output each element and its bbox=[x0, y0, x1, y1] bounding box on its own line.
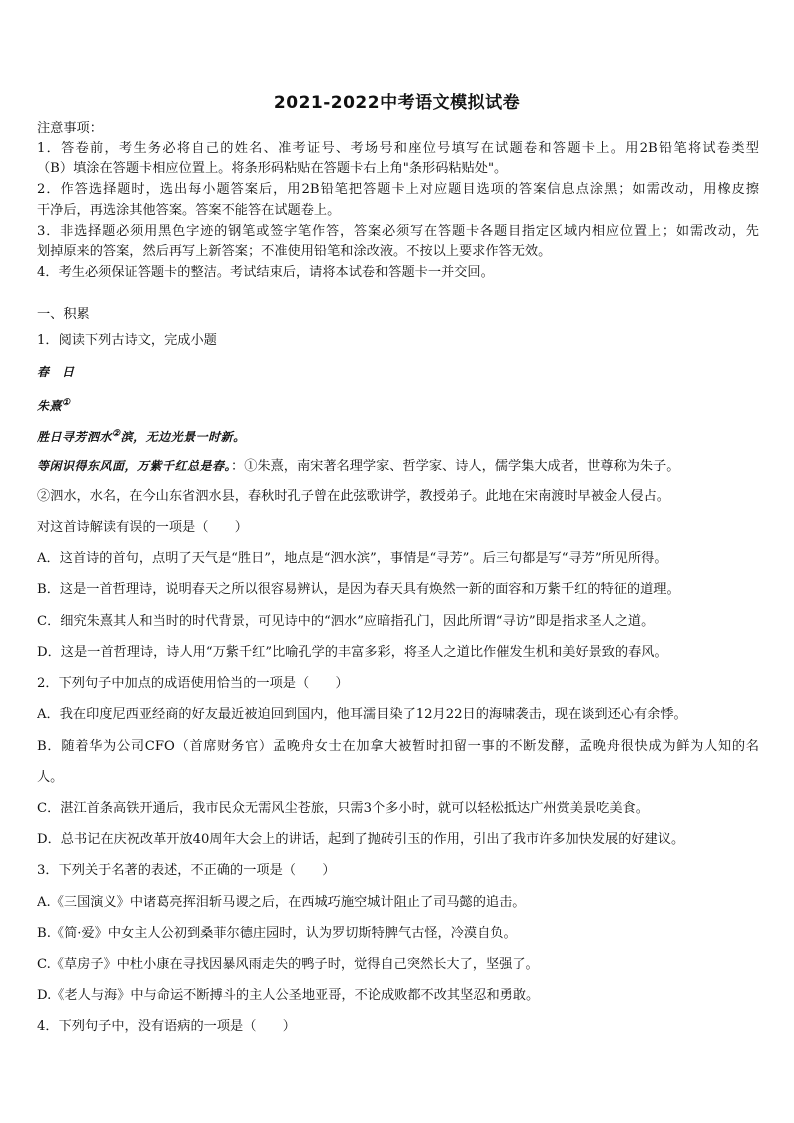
option-c: C．湛江首条高铁开通后，我市民众无需风尘苍旅，只需3个多小时，就可以轻松抵达广州赏美景吃美食。 bbox=[37, 801, 649, 816]
question-stem: 2．下列句子中加点的成语使用恰当的一项是（ ） bbox=[37, 676, 349, 691]
notice-line: 1．答卷前，考生务必将自己的姓名、准考证号、考场号和座位号填写在试题卷和答题卡上。用2B铅笔将试卷类型 bbox=[37, 141, 759, 156]
poem-line-with-note bbox=[37, 456, 759, 477]
notice-heading: 注意事项： bbox=[37, 121, 103, 136]
option-d: D．这是一首哲理诗，诗人用“万紫千红”比喻孔学的丰富多彩，将圣人之道比作催发生机和美好景致的春风。 bbox=[37, 645, 668, 660]
notice-line: 4．考生必须保证答题卡的整洁。考试结束后，请将本试卷和答题卡一并交回。 bbox=[37, 265, 494, 280]
poem-text: 滨，无边光景一时新。 bbox=[120, 430, 246, 444]
question-stem: 4．下列句子中，没有语病的一项是（ ） bbox=[37, 1019, 296, 1034]
footnote-marker: ① bbox=[62, 398, 71, 408]
option-a: A．我在印度尼西亚经商的好友最近被迫回到国内，他耳濡目染了12月22日的海啸袭击，现在谈到还心有余悸。 bbox=[37, 707, 687, 722]
notice-line: 干净后，再选涂其他答案。答案不能答在试题卷上。 bbox=[37, 203, 341, 218]
option-a: A.《三国演义》中诸葛亮挥泪斩马谡之后，在西城巧施空城计阻止了司马懿的追击。 bbox=[37, 895, 526, 910]
question-prompt: 对这首诗解读有误的一项是（ ） bbox=[37, 520, 248, 535]
option-a: A．这首诗的首句，点明了天气是“胜日”，地点是“泗水滨”，事情是“寻芳”。后三句都是写“寻芳”所见所得。 bbox=[37, 551, 668, 566]
notice-line: （B）填涂在答题卡相应位置上。将条形码粘贴在答题卡右上角"条形码粘贴处"。 bbox=[37, 161, 508, 176]
option-b-continued: 人。 bbox=[37, 770, 64, 785]
poem-author bbox=[37, 393, 759, 416]
poem-title: 春 日 bbox=[37, 365, 75, 379]
option-c: C.《草房子》中杜小康在寻找因暴风雨走失的鸭子时，觉得自己突然长大了，坚强了。 bbox=[37, 957, 539, 972]
footnote-text: ②泗水，水名，在今山东省泗水县，春秋时孔子曾在此弦歌讲学，教授弟子。此地在宋南渡时早被金人侵占。 bbox=[37, 489, 670, 504]
option-d: D．总书记在庆祝改革开放40周年大会上的讲话，起到了抛砖引玉的作用，引出了我市许多加快发展的好建议。 bbox=[37, 832, 685, 847]
notice-line: 3．非选择题必须用黑色字迹的钢笔或签字笔作答，答案必须写在答题卡各题目指定区域内相应位置上；如需改动，先 bbox=[37, 224, 759, 239]
author-name: 朱熹 bbox=[37, 399, 63, 413]
option-b: B．这是一首哲理诗，说明春天之所以很容易辨认，是因为春天具有焕然一新的面容和万紫千红的特征的道理。 bbox=[37, 582, 680, 597]
section-heading: 一、积累 bbox=[37, 307, 90, 322]
footnote-text: ：①朱熹，南宋著名理学家、哲学家、诗人，儒学集大成者，世尊称为朱子。 bbox=[231, 459, 680, 474]
page-title: 2021-2022中考语文模拟试卷 bbox=[273, 93, 521, 113]
footnote-marker: ② bbox=[112, 429, 121, 439]
option-b: B．随着华为公司CFO（首席财务官）孟晚舟女士在加拿大被暂时扣留一事的不断发酵，孟晚舟很快成为鲜为人知的名 bbox=[37, 739, 759, 754]
notice-line: 划掉原来的答案，然后再写上新答案；不准使用铅笔和涂改液。不按以上要求作答无效。 bbox=[37, 244, 552, 259]
notice-line: 2．作答选择题时，选出每小题答案后，用2B铅笔把答题卡上对应题目选项的答案信息点涂黑；如需改动，用橡皮擦 bbox=[37, 182, 759, 197]
poem-text: 等闲识得东风面，万紫千红总是春。 bbox=[37, 459, 232, 473]
option-d: D.《老人与海》中与命运不断搏斗的主人公圣地亚哥，不论成败都不改其坚忍和勇敢。 bbox=[37, 988, 540, 1003]
option-b: B.《简·爱》中女主人公初到桑菲尔德庄园时，认为罗切斯特脾气古怪，冷漠自负。 bbox=[37, 926, 517, 941]
option-c: C．细究朱熹其人和当时的时代背景，可见诗中的“泗水”应暗指孔门，因此所谓“寻访”即是指求圣人之道。 bbox=[37, 614, 655, 629]
poem-text: 胜日寻芳泗水 bbox=[37, 430, 113, 444]
question-stem: 3．下列关于名著的表述，不正确的一项是（ ） bbox=[37, 863, 336, 878]
poem-line bbox=[37, 424, 759, 447]
question-stem: 1．阅读下列古诗文，完成小题 bbox=[37, 333, 217, 348]
